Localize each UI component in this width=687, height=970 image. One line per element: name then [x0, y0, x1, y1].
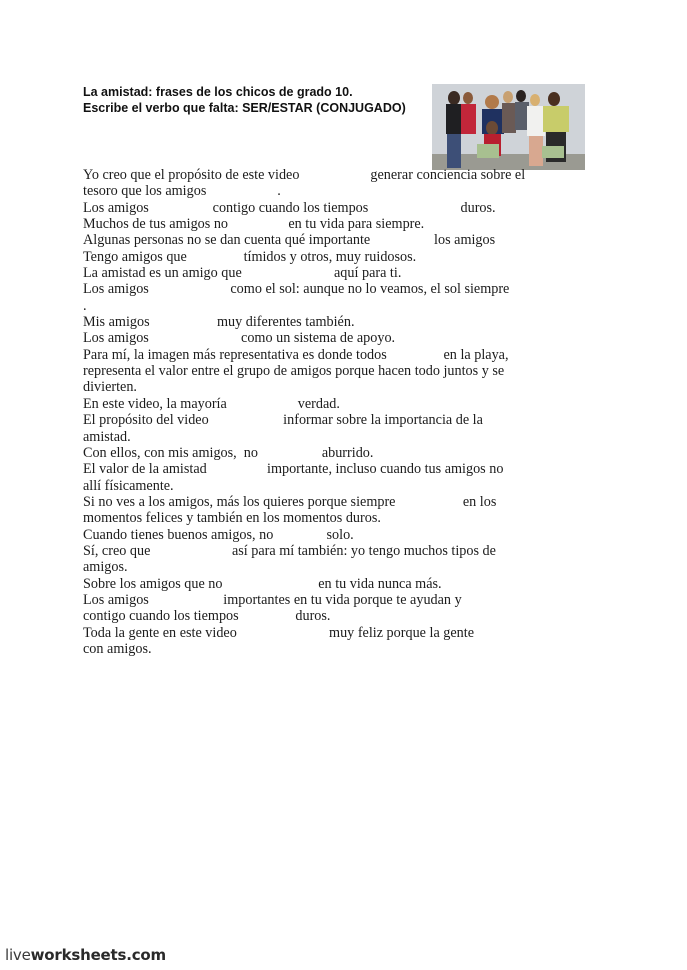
- sentence-line: tesoro que los amigos .: [83, 183, 281, 200]
- friends-photo-icon: [432, 84, 585, 170]
- worksheet-title: [83, 84, 406, 116]
- sentence-line: Muchos de tus amigos no en tu vida para siempre.: [83, 216, 425, 233]
- sentence-line: momentos felices y también en los momentos duros.: [83, 510, 381, 527]
- sentence-line: divierten.: [83, 379, 137, 396]
- group-photo: [432, 84, 585, 170]
- sentence-line: La amistad es un amigo que aquí para ti.: [83, 265, 402, 282]
- sentence-line: Los amigos como el sol: aunque no lo veamos, el sol siempre: [83, 281, 510, 298]
- sentence-line: Los amigos como un sistema de apoyo.: [83, 330, 396, 347]
- sentence-line: Los amigos importantes en tu vida porque te ayudan y: [83, 591, 462, 608]
- title-line-1: La amistad: frases de los chicos de grado 10.: [83, 85, 353, 99]
- logo-bold-text: worksheets.com: [30, 946, 166, 964]
- sentence-line: Si no ves a los amigos, más los quieres porque siempre en los: [83, 493, 497, 510]
- sentence-line: contigo cuando los tiempos duros.: [83, 608, 331, 625]
- sentence-line: Sobre los amigos que no en tu vida nunca más.: [83, 575, 442, 592]
- sentence-line: Algunas personas no se dan cuenta qué importante los amigos: [83, 232, 496, 249]
- sentence-line: Toda la gente en este video muy feliz porque la gente: [83, 624, 475, 641]
- sentence-line: representa el valor entre el grupo de amigos porque hacen todo juntos y se: [83, 363, 505, 380]
- sentence-line: con amigos.: [83, 640, 152, 657]
- liveworksheets-logo: [5, 946, 166, 964]
- logo-light-text: live: [5, 946, 31, 964]
- sentence-line: Con ellos, con mis amigos, no aburrido.: [83, 444, 374, 461]
- sentence-line: allí físicamente.: [83, 477, 174, 494]
- title-line-2: Escribe el verbo que falta: SER/ESTAR (CONJUGADO): [83, 101, 406, 115]
- sentence-line: amistad.: [83, 428, 131, 445]
- sentence-line: .: [83, 297, 87, 314]
- sentence-line: En este video, la mayoría verdad.: [83, 395, 340, 412]
- sentence-line: El propósito del video informar sobre la importancia de la: [83, 412, 483, 429]
- sentence-line: Sí, creo que así para mí también: yo tengo muchos tipos de: [83, 542, 496, 559]
- sentence-line: Los amigos contigo cuando los tiempos duros.: [83, 199, 496, 216]
- sentence-line: Yo creo que el propósito de este video generar conciencia sobre el: [83, 167, 526, 183]
- sentence-line: Tengo amigos que tímidos y otros, muy ruidosos.: [83, 248, 417, 265]
- sentence-line: Para mí, la imagen más representativa es donde todos en la playa,: [83, 346, 509, 363]
- sentence-line: Mis amigos muy diferentes también.: [83, 314, 355, 331]
- fill-in-sentences: [83, 167, 613, 657]
- sentence-line: Cuando tienes buenos amigos, no solo.: [83, 526, 354, 543]
- sentence-line: amigos.: [83, 559, 128, 576]
- sentence-line: El valor de la amistad importante, incluso cuando tus amigos no: [83, 461, 504, 478]
